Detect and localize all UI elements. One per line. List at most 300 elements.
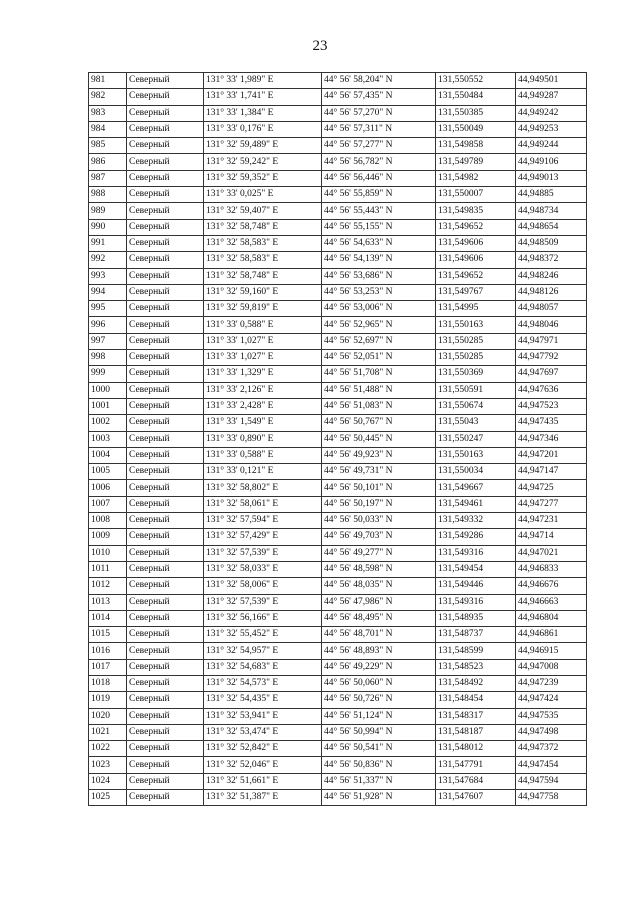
- table-row: [89, 187, 587, 203]
- table-row: [89, 415, 587, 431]
- latitude-decimal-cell: 44,948734: [516, 203, 587, 219]
- longitude-dms-cell: 131° 33' 0,176" E: [204, 121, 322, 137]
- latitude-dms-cell: 44° 56' 53,686" N: [322, 268, 436, 284]
- longitude-decimal-cell: 131,550007: [436, 187, 516, 203]
- table-row: [89, 447, 587, 463]
- point-number-cell: 992: [89, 252, 127, 268]
- point-number-cell: 1021: [89, 724, 127, 740]
- table-row: [89, 708, 587, 724]
- latitude-decimal-cell: 44,946676: [516, 578, 587, 594]
- side-cell: Северный: [127, 724, 204, 740]
- side-cell: Северный: [127, 105, 204, 121]
- side-cell: Северный: [127, 513, 204, 529]
- longitude-decimal-cell: 131,549332: [436, 513, 516, 529]
- table-row: [89, 643, 587, 659]
- longitude-dms-cell: 131° 33' 1,384" E: [204, 105, 322, 121]
- table-row: [89, 284, 587, 300]
- point-number-cell: 985: [89, 138, 127, 154]
- longitude-dms-cell: 131° 33' 1,027" E: [204, 350, 322, 366]
- side-cell: Северный: [127, 235, 204, 251]
- longitude-decimal-cell: 131,549316: [436, 594, 516, 610]
- longitude-dms-cell: 131° 32' 58,061" E: [204, 496, 322, 512]
- point-number-cell: 989: [89, 203, 127, 219]
- point-number-cell: 996: [89, 317, 127, 333]
- latitude-decimal-cell: 44,947008: [516, 659, 587, 675]
- latitude-dms-cell: 44° 56' 48,701" N: [322, 627, 436, 643]
- point-number-cell: 1022: [89, 741, 127, 757]
- point-number-cell: 1025: [89, 790, 127, 806]
- longitude-decimal-cell: 131,547791: [436, 757, 516, 773]
- side-cell: Северный: [127, 187, 204, 203]
- longitude-dms-cell: 131° 32' 54,957" E: [204, 643, 322, 659]
- latitude-dms-cell: 44° 56' 55,443" N: [322, 203, 436, 219]
- longitude-decimal-cell: 131,549667: [436, 480, 516, 496]
- latitude-dms-cell: 44° 56' 48,495" N: [322, 610, 436, 626]
- latitude-decimal-cell: 44,946663: [516, 594, 587, 610]
- longitude-decimal-cell: 131,548523: [436, 659, 516, 675]
- point-number-cell: 990: [89, 219, 127, 235]
- side-cell: Северный: [127, 545, 204, 561]
- side-cell: Северный: [127, 317, 204, 333]
- latitude-decimal-cell: 44,946861: [516, 627, 587, 643]
- table-row: [89, 235, 587, 251]
- side-cell: Северный: [127, 252, 204, 268]
- latitude-decimal-cell: 44,948654: [516, 219, 587, 235]
- latitude-decimal-cell: 44,947498: [516, 724, 587, 740]
- longitude-dms-cell: 131° 32' 57,539" E: [204, 545, 322, 561]
- longitude-decimal-cell: 131,549835: [436, 203, 516, 219]
- side-cell: Северный: [127, 610, 204, 626]
- table-row: [89, 480, 587, 496]
- latitude-decimal-cell: 44,948246: [516, 268, 587, 284]
- side-cell: Северный: [127, 268, 204, 284]
- longitude-dms-cell: 131° 32' 59,352" E: [204, 170, 322, 186]
- latitude-decimal-cell: 44,949106: [516, 154, 587, 170]
- table-row: [89, 610, 587, 626]
- longitude-decimal-cell: 131,550591: [436, 382, 516, 398]
- longitude-dms-cell: 131° 32' 59,160" E: [204, 284, 322, 300]
- point-number-cell: 981: [89, 73, 127, 89]
- latitude-decimal-cell: 44,948126: [516, 284, 587, 300]
- table-row: [89, 170, 587, 186]
- point-number-cell: 984: [89, 121, 127, 137]
- longitude-dms-cell: 131° 33' 2,126" E: [204, 382, 322, 398]
- table-row: [89, 317, 587, 333]
- point-number-cell: 1018: [89, 675, 127, 691]
- latitude-dms-cell: 44° 56' 49,229" N: [322, 659, 436, 675]
- latitude-dms-cell: 44° 56' 48,893" N: [322, 643, 436, 659]
- point-number-cell: 995: [89, 301, 127, 317]
- latitude-decimal-cell: 44,947372: [516, 741, 587, 757]
- table-row: [89, 790, 587, 806]
- longitude-decimal-cell: 131,54982: [436, 170, 516, 186]
- latitude-decimal-cell: 44,946915: [516, 643, 587, 659]
- table-row: [89, 578, 587, 594]
- longitude-decimal-cell: 131,549789: [436, 154, 516, 170]
- longitude-decimal-cell: 131,54995: [436, 301, 516, 317]
- latitude-dms-cell: 44° 56' 47,986" N: [322, 594, 436, 610]
- table-row: [89, 252, 587, 268]
- point-number-cell: 1020: [89, 708, 127, 724]
- latitude-dms-cell: 44° 56' 48,035" N: [322, 578, 436, 594]
- latitude-dms-cell: 44° 56' 54,139" N: [322, 252, 436, 268]
- table-row: [89, 724, 587, 740]
- latitude-dms-cell: 44° 56' 57,435" N: [322, 89, 436, 105]
- table-row: [89, 89, 587, 105]
- point-number-cell: 1016: [89, 643, 127, 659]
- latitude-decimal-cell: 44,947346: [516, 431, 587, 447]
- side-cell: Северный: [127, 496, 204, 512]
- longitude-decimal-cell: 131,550484: [436, 89, 516, 105]
- side-cell: Северный: [127, 480, 204, 496]
- table-row: [89, 659, 587, 675]
- point-number-cell: 999: [89, 366, 127, 382]
- latitude-dms-cell: 44° 56' 55,155" N: [322, 219, 436, 235]
- longitude-dms-cell: 131° 32' 51,661" E: [204, 773, 322, 789]
- side-cell: Северный: [127, 170, 204, 186]
- latitude-dms-cell: 44° 56' 58,204" N: [322, 73, 436, 89]
- latitude-decimal-cell: 44,947435: [516, 415, 587, 431]
- longitude-dms-cell: 131° 32' 56,166" E: [204, 610, 322, 626]
- latitude-decimal-cell: 44,949253: [516, 121, 587, 137]
- latitude-decimal-cell: 44,949501: [516, 73, 587, 89]
- longitude-decimal-cell: 131,549652: [436, 268, 516, 284]
- longitude-dms-cell: 131° 32' 53,941" E: [204, 708, 322, 724]
- latitude-dms-cell: 44° 56' 50,033" N: [322, 513, 436, 529]
- table-row: [89, 121, 587, 137]
- latitude-dms-cell: 44° 56' 50,197" N: [322, 496, 436, 512]
- point-number-cell: 986: [89, 154, 127, 170]
- table-row: [89, 350, 587, 366]
- latitude-decimal-cell: 44,948372: [516, 252, 587, 268]
- side-cell: Северный: [127, 464, 204, 480]
- table-row: [89, 594, 587, 610]
- side-cell: Северный: [127, 73, 204, 89]
- longitude-dms-cell: 131° 33' 1,549" E: [204, 415, 322, 431]
- point-number-cell: 1009: [89, 529, 127, 545]
- latitude-dms-cell: 44° 56' 56,782" N: [322, 154, 436, 170]
- table-row: [89, 692, 587, 708]
- longitude-dms-cell: 131° 32' 54,573" E: [204, 675, 322, 691]
- side-cell: Северный: [127, 741, 204, 757]
- latitude-decimal-cell: 44,94714: [516, 529, 587, 545]
- longitude-dms-cell: 131° 32' 51,387" E: [204, 790, 322, 806]
- side-cell: Северный: [127, 284, 204, 300]
- longitude-dms-cell: 131° 32' 58,033" E: [204, 561, 322, 577]
- point-number-cell: 1002: [89, 415, 127, 431]
- latitude-decimal-cell: 44,949287: [516, 89, 587, 105]
- side-cell: Северный: [127, 708, 204, 724]
- latitude-dms-cell: 44° 56' 53,253" N: [322, 284, 436, 300]
- longitude-decimal-cell: 131,548599: [436, 643, 516, 659]
- longitude-decimal-cell: 131,549461: [436, 496, 516, 512]
- latitude-decimal-cell: 44,947239: [516, 675, 587, 691]
- side-cell: Северный: [127, 675, 204, 691]
- latitude-decimal-cell: 44,948046: [516, 317, 587, 333]
- latitude-decimal-cell: 44,947201: [516, 447, 587, 463]
- side-cell: Северный: [127, 89, 204, 105]
- point-number-cell: 1005: [89, 464, 127, 480]
- latitude-dms-cell: 44° 56' 51,083" N: [322, 398, 436, 414]
- longitude-dms-cell: 131° 33' 2,428" E: [204, 398, 322, 414]
- side-cell: Северный: [127, 415, 204, 431]
- point-number-cell: 1010: [89, 545, 127, 561]
- point-number-cell: 982: [89, 89, 127, 105]
- latitude-dms-cell: 44° 56' 55,859" N: [322, 187, 436, 203]
- side-cell: Северный: [127, 333, 204, 349]
- point-number-cell: 1019: [89, 692, 127, 708]
- table-row: [89, 757, 587, 773]
- longitude-dms-cell: 131° 32' 52,842" E: [204, 741, 322, 757]
- latitude-decimal-cell: 44,948509: [516, 235, 587, 251]
- longitude-dms-cell: 131° 32' 58,748" E: [204, 268, 322, 284]
- longitude-decimal-cell: 131,547607: [436, 790, 516, 806]
- longitude-decimal-cell: 131,549652: [436, 219, 516, 235]
- longitude-dms-cell: 131° 32' 53,474" E: [204, 724, 322, 740]
- table-row: [89, 561, 587, 577]
- latitude-decimal-cell: 44,94725: [516, 480, 587, 496]
- side-cell: Северный: [127, 594, 204, 610]
- table-row: [89, 301, 587, 317]
- table-row: [89, 627, 587, 643]
- longitude-decimal-cell: 131,549316: [436, 545, 516, 561]
- side-cell: Северный: [127, 138, 204, 154]
- longitude-decimal-cell: 131,549858: [436, 138, 516, 154]
- longitude-dms-cell: 131° 32' 55,452" E: [204, 627, 322, 643]
- latitude-dms-cell: 44° 56' 50,767" N: [322, 415, 436, 431]
- longitude-decimal-cell: 131,549286: [436, 529, 516, 545]
- longitude-dms-cell: 131° 32' 57,429" E: [204, 529, 322, 545]
- point-number-cell: 1011: [89, 561, 127, 577]
- longitude-dms-cell: 131° 32' 59,242" E: [204, 154, 322, 170]
- point-number-cell: 1004: [89, 447, 127, 463]
- point-number-cell: 994: [89, 284, 127, 300]
- point-number-cell: 1014: [89, 610, 127, 626]
- point-number-cell: 1013: [89, 594, 127, 610]
- longitude-decimal-cell: 131,549767: [436, 284, 516, 300]
- longitude-decimal-cell: 131,550034: [436, 464, 516, 480]
- latitude-dms-cell: 44° 56' 49,923" N: [322, 447, 436, 463]
- latitude-dms-cell: 44° 56' 51,124" N: [322, 708, 436, 724]
- latitude-dms-cell: 44° 56' 50,445" N: [322, 431, 436, 447]
- side-cell: Северный: [127, 643, 204, 659]
- table-row: [89, 675, 587, 691]
- latitude-decimal-cell: 44,94885: [516, 187, 587, 203]
- longitude-decimal-cell: 131,550369: [436, 366, 516, 382]
- latitude-dms-cell: 44° 56' 57,277" N: [322, 138, 436, 154]
- latitude-decimal-cell: 44,946833: [516, 561, 587, 577]
- longitude-decimal-cell: 131,548737: [436, 627, 516, 643]
- latitude-dms-cell: 44° 56' 53,006" N: [322, 301, 436, 317]
- longitude-dms-cell: 131° 33' 0,890" E: [204, 431, 322, 447]
- side-cell: Северный: [127, 757, 204, 773]
- latitude-dms-cell: 44° 56' 51,488" N: [322, 382, 436, 398]
- latitude-decimal-cell: 44,949244: [516, 138, 587, 154]
- longitude-decimal-cell: 131,548454: [436, 692, 516, 708]
- latitude-dms-cell: 44° 56' 52,697" N: [322, 333, 436, 349]
- point-number-cell: 998: [89, 350, 127, 366]
- side-cell: Северный: [127, 301, 204, 317]
- side-cell: Северный: [127, 692, 204, 708]
- longitude-dms-cell: 131° 32' 59,819" E: [204, 301, 322, 317]
- point-number-cell: 1023: [89, 757, 127, 773]
- side-cell: Северный: [127, 627, 204, 643]
- latitude-decimal-cell: 44,947697: [516, 366, 587, 382]
- longitude-decimal-cell: 131,548187: [436, 724, 516, 740]
- side-cell: Северный: [127, 447, 204, 463]
- longitude-decimal-cell: 131,55043: [436, 415, 516, 431]
- latitude-decimal-cell: 44,947424: [516, 692, 587, 708]
- side-cell: Северный: [127, 578, 204, 594]
- latitude-decimal-cell: 44,949013: [516, 170, 587, 186]
- latitude-dms-cell: 44° 56' 50,994" N: [322, 724, 436, 740]
- table-row: [89, 219, 587, 235]
- latitude-decimal-cell: 44,947792: [516, 350, 587, 366]
- latitude-decimal-cell: 44,949242: [516, 105, 587, 121]
- longitude-decimal-cell: 131,549454: [436, 561, 516, 577]
- latitude-decimal-cell: 44,947021: [516, 545, 587, 561]
- side-cell: Северный: [127, 350, 204, 366]
- longitude-decimal-cell: 131,548935: [436, 610, 516, 626]
- table-row: [89, 154, 587, 170]
- longitude-dms-cell: 131° 33' 0,588" E: [204, 317, 322, 333]
- longitude-dms-cell: 131° 32' 54,683" E: [204, 659, 322, 675]
- latitude-decimal-cell: 44,947594: [516, 773, 587, 789]
- table-row: [89, 203, 587, 219]
- table-row: [89, 382, 587, 398]
- longitude-dms-cell: 131° 32' 57,539" E: [204, 594, 322, 610]
- side-cell: Северный: [127, 154, 204, 170]
- latitude-dms-cell: 44° 56' 54,633" N: [322, 235, 436, 251]
- longitude-decimal-cell: 131,550552: [436, 73, 516, 89]
- longitude-dms-cell: 131° 33' 1,741" E: [204, 89, 322, 105]
- latitude-dms-cell: 44° 56' 51,337" N: [322, 773, 436, 789]
- latitude-decimal-cell: 44,947971: [516, 333, 587, 349]
- table-row: [89, 545, 587, 561]
- point-number-cell: 987: [89, 170, 127, 186]
- latitude-dms-cell: 44° 56' 56,446" N: [322, 170, 436, 186]
- longitude-dms-cell: 131° 32' 58,583" E: [204, 252, 322, 268]
- latitude-decimal-cell: 44,947231: [516, 513, 587, 529]
- table-row: [89, 529, 587, 545]
- point-number-cell: 1017: [89, 659, 127, 675]
- table-row: [89, 513, 587, 529]
- coordinates-table: [88, 72, 587, 806]
- point-number-cell: 1015: [89, 627, 127, 643]
- longitude-dms-cell: 131° 33' 1,989" E: [204, 73, 322, 89]
- longitude-dms-cell: 131° 33' 1,027" E: [204, 333, 322, 349]
- side-cell: Северный: [127, 121, 204, 137]
- side-cell: Северный: [127, 773, 204, 789]
- latitude-dms-cell: 44° 56' 49,277" N: [322, 545, 436, 561]
- table-row: [89, 464, 587, 480]
- longitude-dms-cell: 131° 33' 0,025" E: [204, 187, 322, 203]
- longitude-decimal-cell: 131,550163: [436, 447, 516, 463]
- latitude-dms-cell: 44° 56' 49,703" N: [322, 529, 436, 545]
- side-cell: Северный: [127, 659, 204, 675]
- longitude-dms-cell: 131° 33' 0,588" E: [204, 447, 322, 463]
- point-number-cell: 1003: [89, 431, 127, 447]
- table-row: [89, 431, 587, 447]
- longitude-decimal-cell: 131,548492: [436, 675, 516, 691]
- point-number-cell: 1008: [89, 513, 127, 529]
- latitude-decimal-cell: 44,947277: [516, 496, 587, 512]
- latitude-decimal-cell: 44,948057: [516, 301, 587, 317]
- latitude-decimal-cell: 44,946804: [516, 610, 587, 626]
- latitude-decimal-cell: 44,947758: [516, 790, 587, 806]
- side-cell: Северный: [127, 790, 204, 806]
- longitude-dms-cell: 131° 32' 58,748" E: [204, 219, 322, 235]
- point-number-cell: 1006: [89, 480, 127, 496]
- latitude-dms-cell: 44° 56' 49,731" N: [322, 464, 436, 480]
- longitude-dms-cell: 131° 32' 52,046" E: [204, 757, 322, 773]
- longitude-decimal-cell: 131,550385: [436, 105, 516, 121]
- longitude-decimal-cell: 131,548317: [436, 708, 516, 724]
- latitude-decimal-cell: 44,947454: [516, 757, 587, 773]
- longitude-decimal-cell: 131,549606: [436, 235, 516, 251]
- latitude-dms-cell: 44° 56' 50,541" N: [322, 741, 436, 757]
- latitude-dms-cell: 44° 56' 50,101" N: [322, 480, 436, 496]
- longitude-dms-cell: 131° 33' 1,329" E: [204, 366, 322, 382]
- latitude-dms-cell: 44° 56' 50,726" N: [322, 692, 436, 708]
- longitude-dms-cell: 131° 32' 59,489" E: [204, 138, 322, 154]
- side-cell: Северный: [127, 382, 204, 398]
- latitude-dms-cell: 44° 56' 52,965" N: [322, 317, 436, 333]
- point-number-cell: 1024: [89, 773, 127, 789]
- point-number-cell: 1012: [89, 578, 127, 594]
- table-row: [89, 73, 587, 89]
- longitude-dms-cell: 131° 33' 0,121" E: [204, 464, 322, 480]
- point-number-cell: 1000: [89, 382, 127, 398]
- longitude-decimal-cell: 131,550163: [436, 317, 516, 333]
- longitude-decimal-cell: 131,550285: [436, 333, 516, 349]
- side-cell: Северный: [127, 366, 204, 382]
- longitude-decimal-cell: 131,549446: [436, 578, 516, 594]
- latitude-dms-cell: 44° 56' 57,270" N: [322, 105, 436, 121]
- longitude-decimal-cell: 131,549606: [436, 252, 516, 268]
- table-row: [89, 105, 587, 121]
- side-cell: Северный: [127, 398, 204, 414]
- table-row: [89, 741, 587, 757]
- latitude-decimal-cell: 44,947523: [516, 398, 587, 414]
- longitude-decimal-cell: 131,547684: [436, 773, 516, 789]
- table-row: [89, 138, 587, 154]
- side-cell: Северный: [127, 203, 204, 219]
- page-number: 23: [312, 38, 328, 54]
- latitude-decimal-cell: 44,947535: [516, 708, 587, 724]
- longitude-decimal-cell: 131,548012: [436, 741, 516, 757]
- side-cell: Северный: [127, 219, 204, 235]
- point-number-cell: 1001: [89, 398, 127, 414]
- table-row: [89, 773, 587, 789]
- coordinates-table-body: [89, 73, 587, 806]
- latitude-dms-cell: 44° 56' 50,836" N: [322, 757, 436, 773]
- latitude-dms-cell: 44° 56' 48,598" N: [322, 561, 436, 577]
- side-cell: Северный: [127, 431, 204, 447]
- point-number-cell: 988: [89, 187, 127, 203]
- latitude-dms-cell: 44° 56' 57,311" N: [322, 121, 436, 137]
- table-row: [89, 268, 587, 284]
- longitude-dms-cell: 131° 32' 58,583" E: [204, 235, 322, 251]
- table-row: [89, 398, 587, 414]
- longitude-decimal-cell: 131,550049: [436, 121, 516, 137]
- latitude-decimal-cell: 44,947147: [516, 464, 587, 480]
- longitude-decimal-cell: 131,550247: [436, 431, 516, 447]
- longitude-dms-cell: 131° 32' 58,006" E: [204, 578, 322, 594]
- longitude-decimal-cell: 131,550285: [436, 350, 516, 366]
- point-number-cell: 983: [89, 105, 127, 121]
- longitude-dms-cell: 131° 32' 58,802" E: [204, 480, 322, 496]
